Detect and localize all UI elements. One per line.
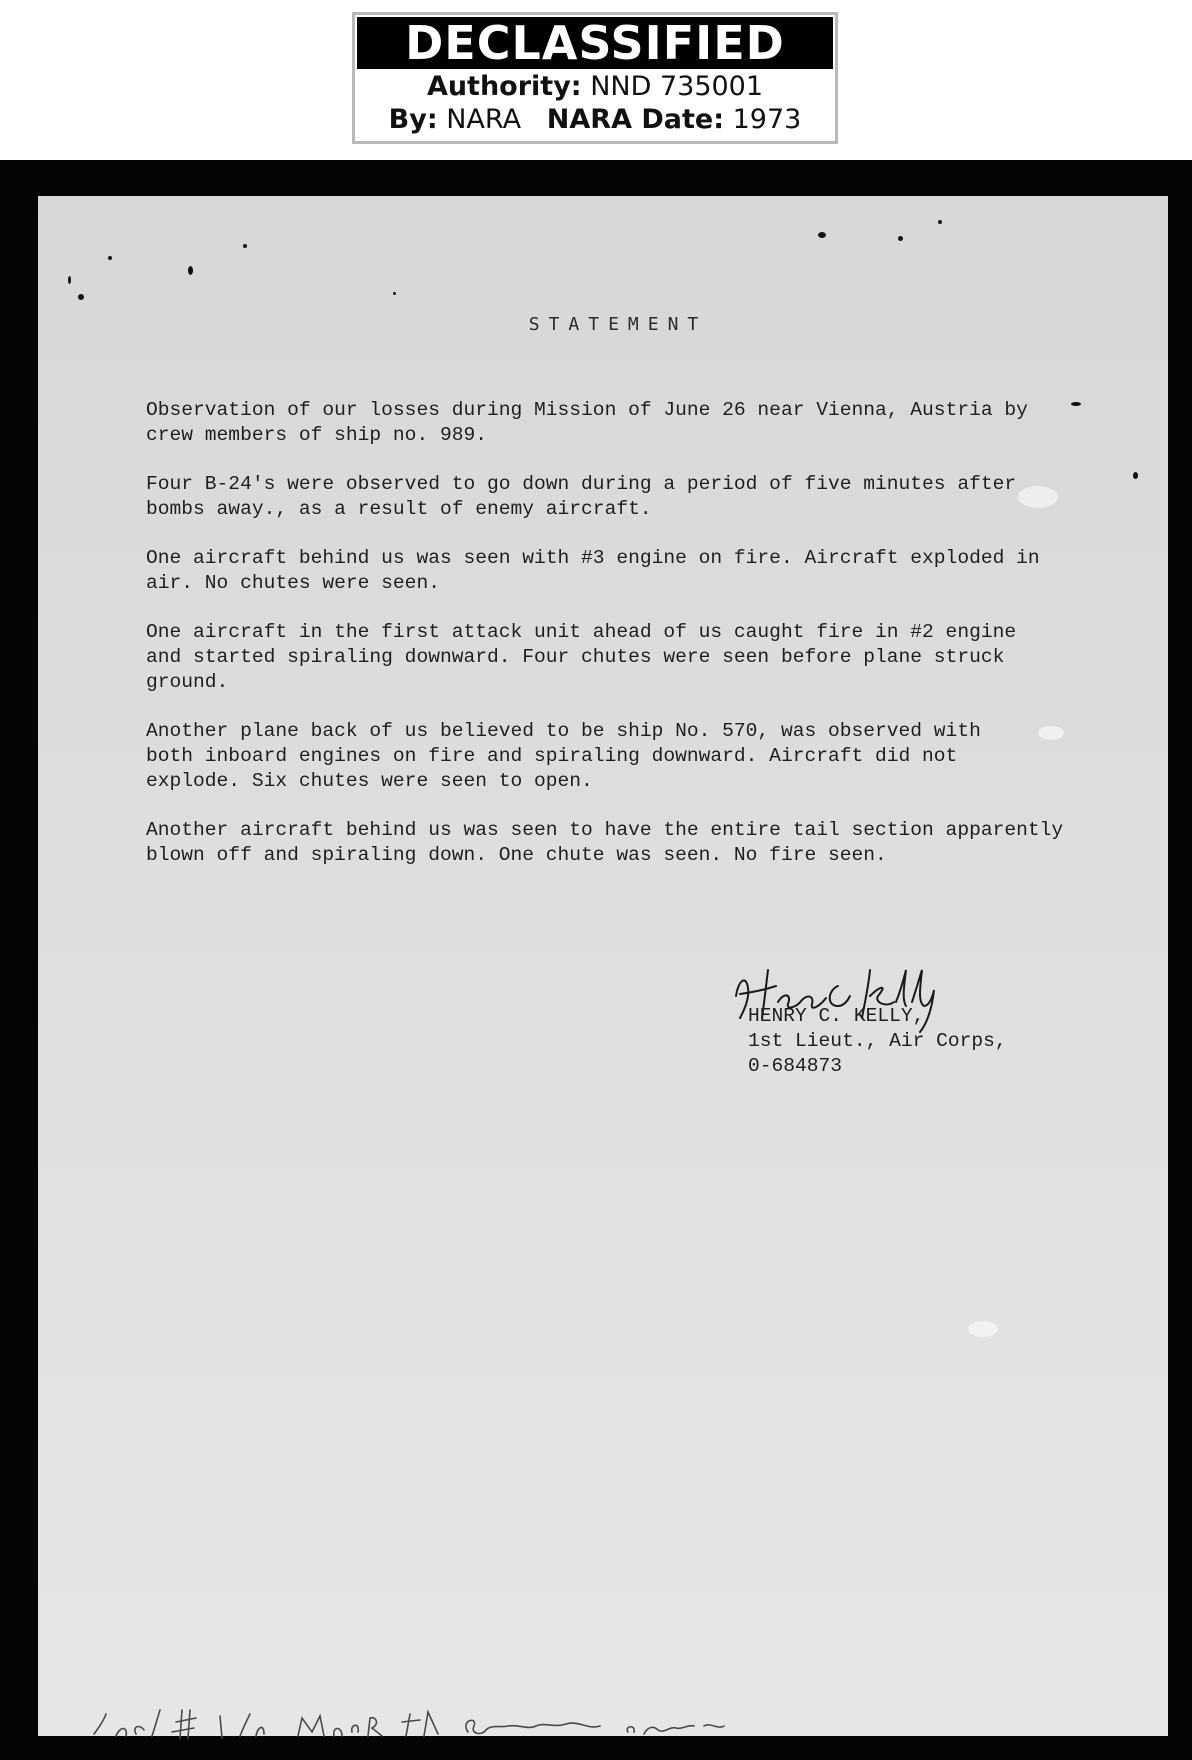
handwritten-note [88, 1696, 728, 1746]
scan-speck [938, 220, 942, 224]
stamp-date-label: NARA Date: [546, 104, 725, 135]
scanned-page-background [0, 160, 1192, 1760]
paragraph-4: One aircraft in the first attack unit ahead of us caught fire in #2 engine and started spiraling downward. Four chutes were seen before plane struck ground. [146, 621, 1017, 693]
scan-speck [243, 244, 247, 248]
stamp-authority-value: NND 735001 [590, 71, 764, 102]
signer-name: HENRY C. KELLY, [748, 1005, 925, 1027]
scan-speck [188, 266, 193, 275]
scan-speck [68, 276, 71, 284]
stamp-authority-line [355, 71, 835, 102]
scan-speck [1133, 472, 1138, 479]
scan-speck [818, 232, 826, 238]
paragraph-5: Another plane back of us believed to be ship No. 570, was observed with both inboard engines on fire and spiraling downward. Aircraft did not explode. Six chutes were seen to open. [146, 720, 981, 792]
stamp-date-value: 1973 [732, 104, 802, 135]
declassified-stamp [352, 12, 838, 144]
scan-speck [898, 236, 903, 241]
signer-rank: 1st Lieut., Air Corps, [748, 1030, 1007, 1052]
scan-speck [78, 294, 84, 300]
paragraph-2: Four B-24's were observed to go down during a period of five minutes after bombs away., as a result of enemy aircraft. [146, 473, 1017, 520]
stamp-by-label: By: [388, 104, 438, 135]
paragraph-1: Observation of our losses during Mission of June 26 near Vienna, Austria by crew members of ship no. 989. [146, 399, 1028, 446]
scan-speck [393, 292, 396, 295]
stamp-heading: DECLASSIFIED [357, 17, 833, 69]
paragraph-3: One aircraft behind us was seen with #3 engine on fire. Aircraft exploded in air. No chutes were seen. [146, 547, 1040, 594]
scan-speck [108, 256, 112, 260]
signer-serial: 0-684873 [748, 1055, 843, 1077]
signature-block [748, 1004, 1007, 1079]
scan-light-spot [968, 1321, 998, 1337]
document-title: STATEMENT [528, 314, 708, 335]
stamp-by-value: NARA [446, 104, 522, 135]
stamp-by-line [355, 104, 835, 135]
stamp-authority-label: Authority: [426, 71, 582, 102]
document-paper [38, 196, 1168, 1736]
paragraph-6: Another aircraft behind us was seen to have the entire tail section apparently blown off and spiraling down. One chute was seen. No fire seen. [146, 819, 1064, 866]
